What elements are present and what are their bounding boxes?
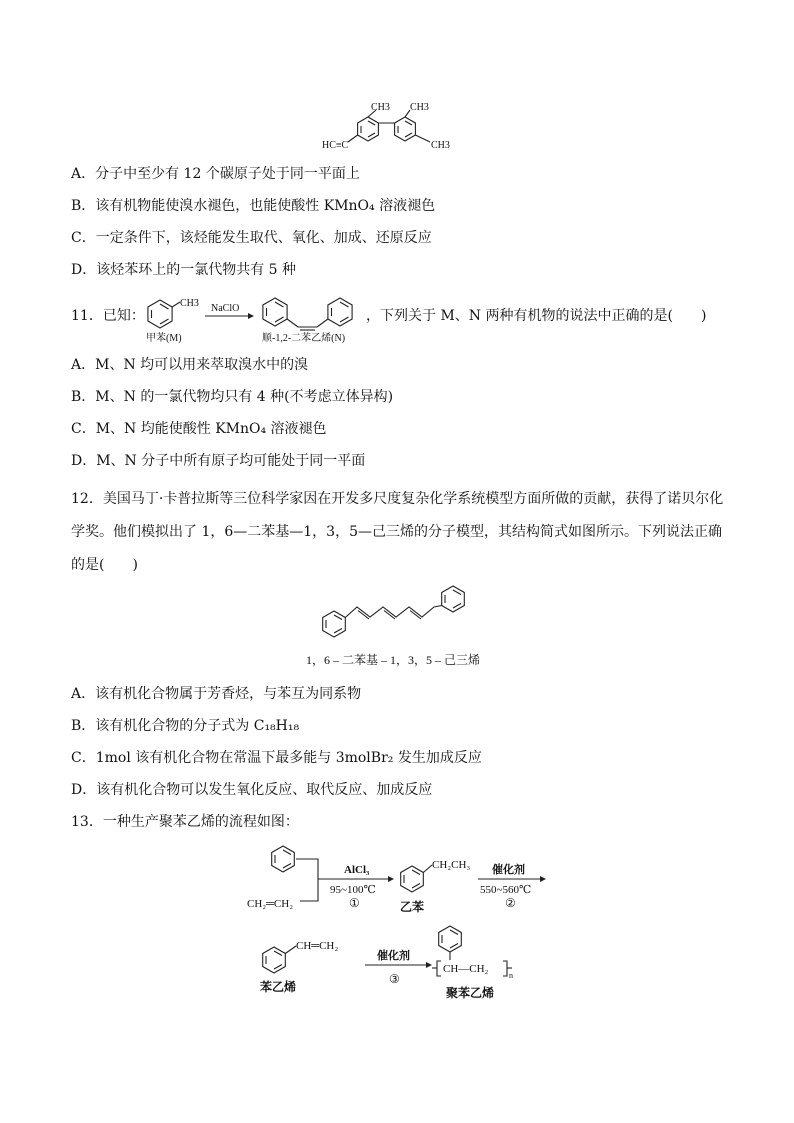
q13-vinyl-group: CH═CH₂ (296, 940, 339, 952)
q13-ethylene: CH₂═CH₂ (247, 898, 294, 910)
q13-polystyrene-label: 聚苯乙烯 (446, 986, 495, 1000)
q13-polymer-n: n (509, 971, 513, 980)
q10-ch3-right: CH3 (431, 140, 450, 151)
q10-alkyne-label: HC≡C (322, 140, 349, 151)
q11-option-b: B．M、N 的一氯代物均只有 4 种(不考虑立体异构) (71, 389, 394, 405)
q11-ch3-label: CH3 (180, 298, 199, 309)
q11-suffix: ，下列关于 M、N 两种有机物的说法中正确的是( ) (366, 308, 707, 324)
q11-option-c: C．M、N 均能使酸性 KMnO₄ 溶液褪色 (71, 421, 327, 437)
q12-option-a: A．该有机化合物属于芳香烃，与苯互为同系物 (71, 686, 362, 702)
q13-ethylbenzene-label: 乙苯 (400, 900, 425, 914)
q11-option-d: D．M、N 分子中所有原子均可能处于同一平面 (71, 453, 366, 469)
q11-option-a: A．M、N 均可以用来萃取溴水中的溴 (71, 357, 309, 373)
q13-stem: 13．一种生产聚苯乙烯的流程如图： (71, 814, 299, 830)
q12-option-b: B．该有机化合物的分子式为 C₁₈H₁₈ (71, 718, 300, 734)
q13-catalyst3: 催化剂 (377, 950, 410, 962)
q11-reagent: NaClO (211, 303, 240, 314)
q11-prefix: 11．已知： (71, 308, 145, 324)
q13-polymer-unit: CH—CH₂ (443, 963, 489, 975)
q13-ethyl-group: CH₂CH₃ (432, 859, 471, 871)
q13-flow-diagram (0, 835, 794, 1015)
q12-structure-diagram (0, 580, 794, 670)
q10-ch3-top-right: CH3 (410, 102, 429, 113)
q13-step2: ② (505, 896, 516, 910)
q13-catalyst2: 催化剂 (492, 864, 525, 876)
q12-stem: 12．美国马丁·卡普拉斯等三位科学家因在开发多尺度复杂化学系统模型方面所做的贡献，获得了诺贝尔化学奖。他们模拟出了 1，6—二苯基—1，3，5—己三烯的分子模型，其结构简式如图所示。下列说法正确的是( ) (71, 491, 724, 573)
q11-label-n: 顺-1,2-二苯乙烯(N) (262, 333, 346, 344)
q12-caption: 1，6 – 二苯基 – 1，3，5 – 己三烯 (306, 653, 481, 667)
q13-temp2: 550~560℃ (480, 884, 532, 896)
q13-styrene-label: 苯乙烯 (260, 980, 297, 994)
q11-label-m: 甲苯(M) (146, 333, 182, 344)
q10-ch3-top-left: CH3 (371, 102, 390, 113)
q10-structure-diagram (0, 0, 794, 160)
q12-option-c: C．1mol 该有机化合物在常温下最多能与 3molBr₂ 发生加成反应 (71, 750, 482, 766)
q10-option-c: C．一定条件下，该烃能发生取代、氧化、加成、还原反应 (71, 230, 432, 246)
q12-option-d: D．该有机化合物可以发生氧化反应、取代反应、加成反应 (71, 782, 433, 798)
q10-option-d: D．该烃苯环上的一氯代物共有 5 种 (71, 262, 297, 278)
q13-step3: ③ (389, 972, 400, 986)
q10-option-b: B．该有机物能使溴水褪色，也能使酸性 KMnO₄ 溶液褪色 (71, 198, 436, 214)
q13-temp1: 95~100℃ (330, 884, 376, 896)
q10-option-a: A．分子中至少有 12 个碳原子处于同一平面上 (71, 166, 360, 182)
q13-step1: ① (349, 896, 360, 910)
q13-reagent1: AlCl₃ (344, 864, 370, 876)
